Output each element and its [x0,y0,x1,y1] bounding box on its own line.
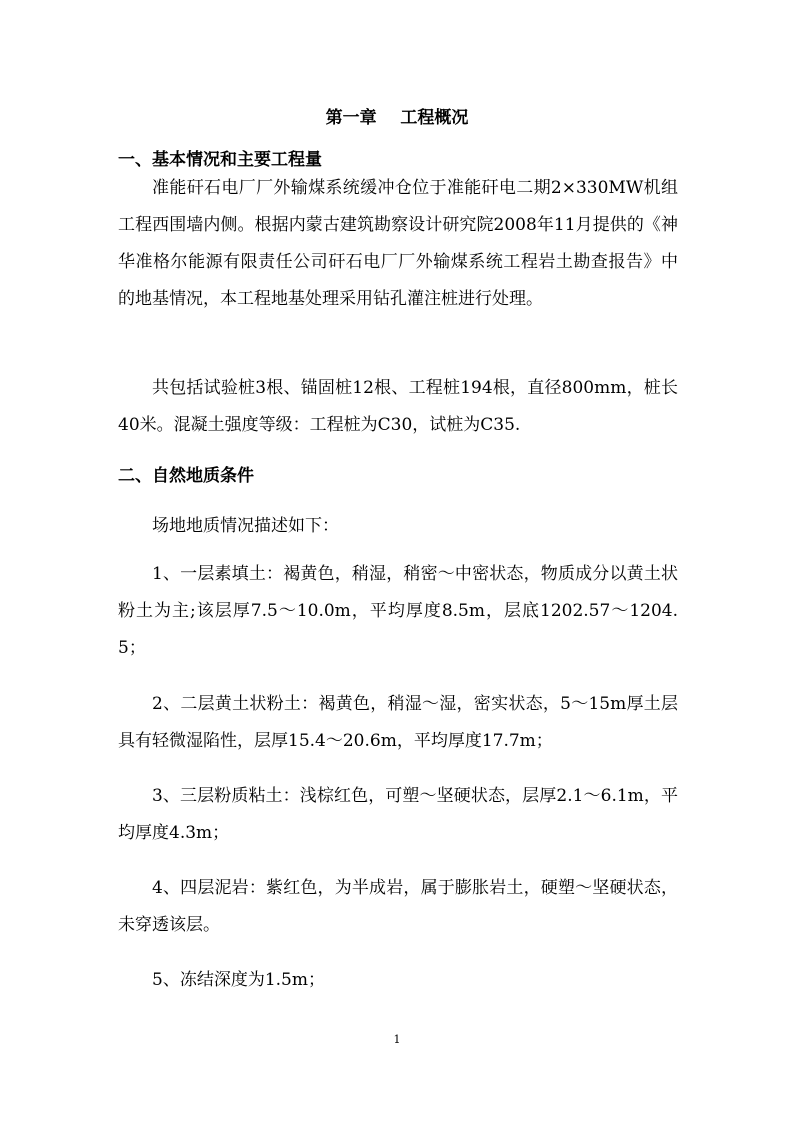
paragraph-frost-depth: 5、冻结深度为1.5m； [152,970,325,990]
paragraph-geology-intro: 场地地质情况描述如下： [152,516,339,536]
paragraph-pile-quantities: 共包括试验桩3根、锚固桩12根、工程桩194根，直径800mm，桩长40米。混凝土强度等级：工程桩为C30，试桩为C35. [118,378,678,435]
chapter-title: 第一章 工程概况 [325,108,469,128]
paragraph-layer-1: 1、一层素填土：褐黄色，稍湿，稍密～中密状态，物质成分以黄土状粉土为主;该层厚7.5～10.0m，平均厚度8.5m，层底1202.57～1204.5； [118,564,678,658]
paragraph-project-location: 准能矸石电厂厂外输煤系统缓冲仓位于准能矸电二期2×330MW机组工程西围墙内侧。根据内蒙古建筑勘察设计研究院2008年11月提供的《神华准格尔能源有限责任公司矸石电厂厂外输煤系统工程岩土勘查报告》中的地基情况，本工程地基处理采用钻孔灌注桩进行处理。 [118,178,678,309]
page-number: 1 [393,1033,401,1046]
paragraph-layer-3: 3、三层粉质粘土：浅棕红色，可塑～坚硬状态，层厚2.1～6.1m，平均厚度4.3m； [118,786,678,843]
section-heading-basic-info: 一、基本情况和主要工程量 [118,150,322,170]
paragraph-layer-4: 4、四层泥岩：紫红色，为半成岩，属于膨胀岩土，硬塑～坚硬状态，未穿透该层。 [118,878,678,935]
section-heading-geology: 二、自然地质条件 [118,466,254,486]
paragraph-layer-2: 2、二层黄土状粉土：褐黄色，稍湿～湿，密实状态，5～15m厚土层具有轻微湿陷性，层厚15.4～20.6m，平均厚度17.7m； [118,694,678,751]
